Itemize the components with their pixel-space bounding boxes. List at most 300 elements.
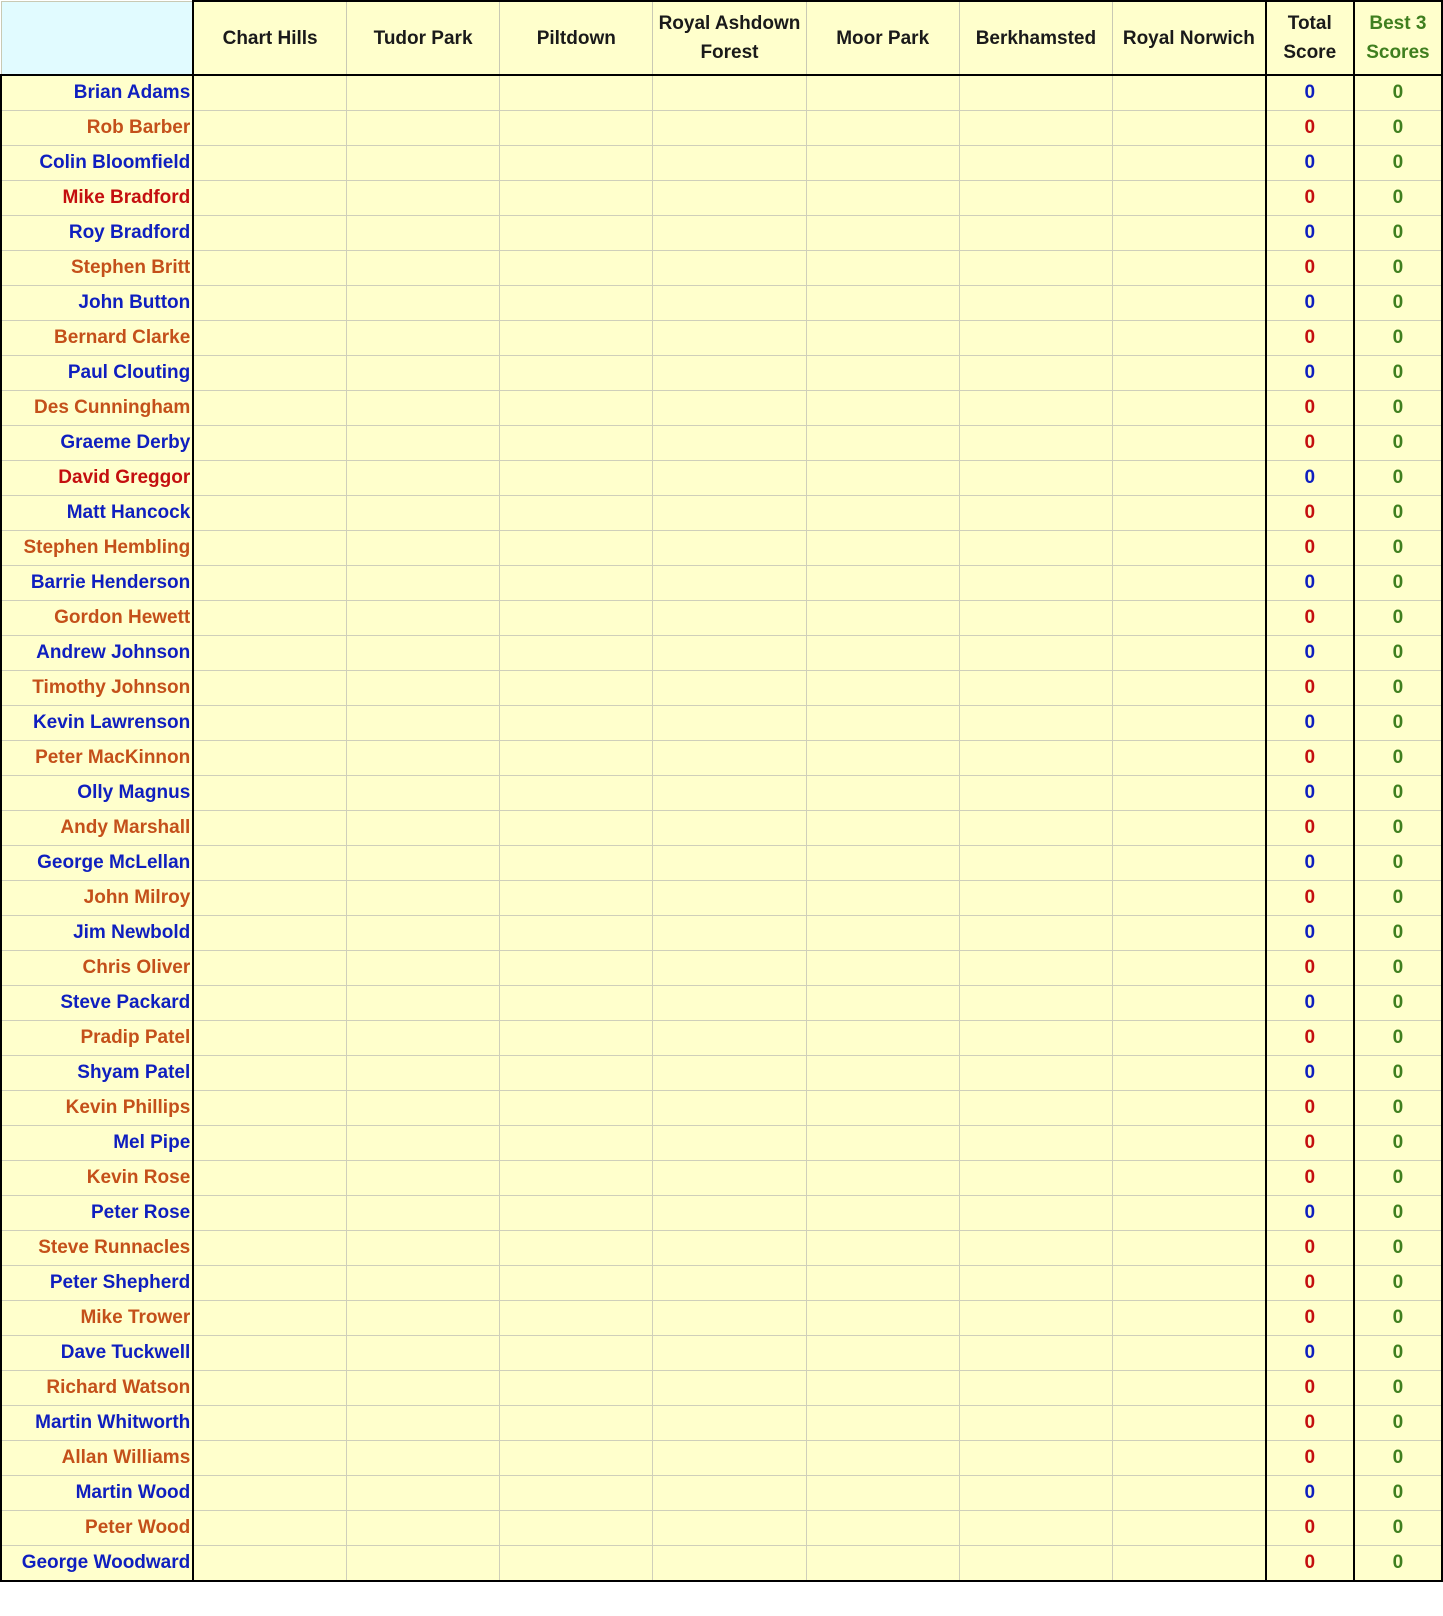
score-cell[interactable] xyxy=(959,986,1112,1021)
score-cell[interactable] xyxy=(653,636,806,671)
best-3-scores-cell[interactable]: 0 xyxy=(1354,811,1442,846)
player-name-cell[interactable]: Dave Tuckwell xyxy=(1,1336,193,1371)
score-cell[interactable] xyxy=(500,391,653,426)
score-cell[interactable] xyxy=(1112,1406,1265,1441)
best-3-scores-cell[interactable]: 0 xyxy=(1354,1371,1442,1406)
player-name-cell[interactable]: George McLellan xyxy=(1,846,193,881)
score-cell[interactable] xyxy=(653,461,806,496)
score-cell[interactable] xyxy=(193,986,346,1021)
player-name-cell[interactable]: Colin Bloomfield xyxy=(1,146,193,181)
score-cell[interactable] xyxy=(193,1161,346,1196)
score-cell[interactable] xyxy=(806,601,959,636)
score-cell[interactable] xyxy=(193,1476,346,1511)
score-cell[interactable] xyxy=(1112,1266,1265,1301)
score-cell[interactable] xyxy=(193,811,346,846)
total-score-cell[interactable]: 0 xyxy=(1266,111,1354,146)
score-cell[interactable] xyxy=(653,426,806,461)
total-score-cell[interactable]: 0 xyxy=(1266,566,1354,601)
player-name-cell[interactable]: Kevin Rose xyxy=(1,1161,193,1196)
score-cell[interactable] xyxy=(500,1056,653,1091)
score-cell[interactable] xyxy=(500,776,653,811)
score-cell[interactable] xyxy=(1112,1056,1265,1091)
player-name-cell[interactable]: Allan Williams xyxy=(1,1441,193,1476)
score-cell[interactable] xyxy=(193,146,346,181)
player-name-cell[interactable]: Des Cunningham xyxy=(1,391,193,426)
score-cell[interactable] xyxy=(500,1301,653,1336)
score-cell[interactable] xyxy=(653,146,806,181)
player-name-cell[interactable]: Steve Runnacles xyxy=(1,1231,193,1266)
best-3-scores-cell[interactable]: 0 xyxy=(1354,881,1442,916)
score-cell[interactable] xyxy=(806,951,959,986)
score-cell[interactable] xyxy=(653,986,806,1021)
player-name-cell[interactable]: Mike Bradford xyxy=(1,181,193,216)
score-cell[interactable] xyxy=(653,216,806,251)
score-cell[interactable] xyxy=(806,1021,959,1056)
best-3-scores-cell[interactable]: 0 xyxy=(1354,75,1442,111)
best-3-scores-cell[interactable]: 0 xyxy=(1354,1161,1442,1196)
score-cell[interactable] xyxy=(653,1336,806,1371)
score-cell[interactable] xyxy=(1112,811,1265,846)
score-cell[interactable] xyxy=(653,181,806,216)
score-cell[interactable] xyxy=(653,1021,806,1056)
score-cell[interactable] xyxy=(500,1021,653,1056)
score-cell[interactable] xyxy=(346,1126,499,1161)
score-cell[interactable] xyxy=(806,706,959,741)
score-cell[interactable] xyxy=(653,496,806,531)
score-cell[interactable] xyxy=(346,1301,499,1336)
total-score-cell[interactable]: 0 xyxy=(1266,881,1354,916)
score-cell[interactable] xyxy=(806,1441,959,1476)
score-cell[interactable] xyxy=(1112,1091,1265,1126)
player-name-cell[interactable]: Mike Trower xyxy=(1,1301,193,1336)
score-cell[interactable] xyxy=(959,1301,1112,1336)
score-cell[interactable] xyxy=(1112,916,1265,951)
player-name-cell[interactable]: Richard Watson xyxy=(1,1371,193,1406)
total-score-cell[interactable]: 0 xyxy=(1266,1126,1354,1161)
course-header[interactable]: Chart Hills xyxy=(193,1,346,75)
score-cell[interactable] xyxy=(500,916,653,951)
score-cell[interactable] xyxy=(500,636,653,671)
score-cell[interactable] xyxy=(346,776,499,811)
total-score-cell[interactable]: 0 xyxy=(1266,601,1354,636)
score-cell[interactable] xyxy=(193,75,346,111)
score-cell[interactable] xyxy=(1112,776,1265,811)
score-cell[interactable] xyxy=(346,1546,499,1582)
player-name-cell[interactable]: Pradip Patel xyxy=(1,1021,193,1056)
best-3-scores-cell[interactable]: 0 xyxy=(1354,706,1442,741)
score-cell[interactable] xyxy=(193,356,346,391)
best-3-scores-cell[interactable]: 0 xyxy=(1354,391,1442,426)
best-3-scores-cell[interactable]: 0 xyxy=(1354,1056,1442,1091)
score-cell[interactable] xyxy=(806,566,959,601)
score-cell[interactable] xyxy=(806,1231,959,1266)
score-cell[interactable] xyxy=(500,1196,653,1231)
score-cell[interactable] xyxy=(1112,951,1265,986)
score-cell[interactable] xyxy=(959,776,1112,811)
player-name-cell[interactable]: Chris Oliver xyxy=(1,951,193,986)
score-cell[interactable] xyxy=(806,846,959,881)
score-cell[interactable] xyxy=(346,146,499,181)
score-cell[interactable] xyxy=(959,181,1112,216)
score-cell[interactable] xyxy=(346,216,499,251)
score-cell[interactable] xyxy=(193,1406,346,1441)
score-cell[interactable] xyxy=(193,601,346,636)
score-cell[interactable] xyxy=(500,846,653,881)
best-3-scores-cell[interactable]: 0 xyxy=(1354,1546,1442,1582)
score-cell[interactable] xyxy=(193,321,346,356)
score-cell[interactable] xyxy=(653,1161,806,1196)
score-cell[interactable] xyxy=(193,776,346,811)
score-cell[interactable] xyxy=(1112,356,1265,391)
best-3-scores-cell[interactable]: 0 xyxy=(1354,286,1442,321)
score-cell[interactable] xyxy=(1112,181,1265,216)
course-header[interactable]: Royal Norwich xyxy=(1112,1,1265,75)
score-cell[interactable] xyxy=(500,1546,653,1582)
score-cell[interactable] xyxy=(653,531,806,566)
score-cell[interactable] xyxy=(959,1266,1112,1301)
score-cell[interactable] xyxy=(500,1476,653,1511)
score-cell[interactable] xyxy=(653,1371,806,1406)
score-cell[interactable] xyxy=(806,1091,959,1126)
score-cell[interactable] xyxy=(193,1371,346,1406)
score-cell[interactable] xyxy=(806,636,959,671)
score-cell[interactable] xyxy=(500,146,653,181)
player-name-cell[interactable]: Kevin Lawrenson xyxy=(1,706,193,741)
score-cell[interactable] xyxy=(500,461,653,496)
score-cell[interactable] xyxy=(1112,426,1265,461)
score-cell[interactable] xyxy=(959,321,1112,356)
total-score-cell[interactable]: 0 xyxy=(1266,951,1354,986)
best-3-scores-cell[interactable]: 0 xyxy=(1354,601,1442,636)
total-score-cell[interactable]: 0 xyxy=(1266,391,1354,426)
player-name-cell[interactable]: Andrew Johnson xyxy=(1,636,193,671)
score-cell[interactable] xyxy=(346,496,499,531)
best-3-scores-cell[interactable]: 0 xyxy=(1354,251,1442,286)
score-cell[interactable] xyxy=(500,566,653,601)
score-cell[interactable] xyxy=(806,916,959,951)
total-score-cell[interactable]: 0 xyxy=(1266,426,1354,461)
player-name-cell[interactable]: Andy Marshall xyxy=(1,811,193,846)
score-cell[interactable] xyxy=(346,951,499,986)
player-name-cell[interactable]: Barrie Henderson xyxy=(1,566,193,601)
total-score-cell[interactable]: 0 xyxy=(1266,321,1354,356)
score-cell[interactable] xyxy=(346,811,499,846)
score-cell[interactable] xyxy=(346,1196,499,1231)
score-cell[interactable] xyxy=(653,706,806,741)
score-cell[interactable] xyxy=(806,111,959,146)
score-cell[interactable] xyxy=(193,706,346,741)
score-cell[interactable] xyxy=(959,811,1112,846)
score-cell[interactable] xyxy=(1112,1196,1265,1231)
best-3-scores-cell[interactable]: 0 xyxy=(1354,846,1442,881)
score-cell[interactable] xyxy=(346,531,499,566)
score-cell[interactable] xyxy=(193,496,346,531)
best-3-scores-cell[interactable]: 0 xyxy=(1354,1301,1442,1336)
score-cell[interactable] xyxy=(959,1441,1112,1476)
score-cell[interactable] xyxy=(806,426,959,461)
score-cell[interactable] xyxy=(193,846,346,881)
best-3-scores-cell[interactable]: 0 xyxy=(1354,181,1442,216)
best-3-scores-cell[interactable]: 0 xyxy=(1354,1336,1442,1371)
score-cell[interactable] xyxy=(193,1056,346,1091)
score-cell[interactable] xyxy=(346,461,499,496)
score-cell[interactable] xyxy=(1112,531,1265,566)
score-cell[interactable] xyxy=(959,496,1112,531)
best-3-scores-cell[interactable]: 0 xyxy=(1354,111,1442,146)
score-cell[interactable] xyxy=(500,216,653,251)
score-cell[interactable] xyxy=(806,75,959,111)
score-cell[interactable] xyxy=(653,951,806,986)
score-cell[interactable] xyxy=(959,706,1112,741)
score-cell[interactable] xyxy=(1112,321,1265,356)
score-cell[interactable] xyxy=(1112,986,1265,1021)
score-cell[interactable] xyxy=(500,1441,653,1476)
player-name-cell[interactable]: Peter Shepherd xyxy=(1,1266,193,1301)
player-name-cell[interactable]: George Woodward xyxy=(1,1546,193,1582)
total-score-cell[interactable]: 0 xyxy=(1266,706,1354,741)
total-score-cell[interactable]: 0 xyxy=(1266,181,1354,216)
score-cell[interactable] xyxy=(500,1161,653,1196)
score-cell[interactable] xyxy=(959,916,1112,951)
score-cell[interactable] xyxy=(653,1126,806,1161)
score-cell[interactable] xyxy=(346,601,499,636)
score-cell[interactable] xyxy=(959,461,1112,496)
best-3-scores-cell[interactable]: 0 xyxy=(1354,146,1442,181)
total-score-cell[interactable]: 0 xyxy=(1266,461,1354,496)
score-cell[interactable] xyxy=(193,1266,346,1301)
score-cell[interactable] xyxy=(959,1126,1112,1161)
score-cell[interactable] xyxy=(806,986,959,1021)
score-cell[interactable] xyxy=(806,741,959,776)
total-score-cell[interactable]: 0 xyxy=(1266,776,1354,811)
score-cell[interactable] xyxy=(500,671,653,706)
score-cell[interactable] xyxy=(346,706,499,741)
score-cell[interactable] xyxy=(193,1196,346,1231)
course-header[interactable]: Moor Park xyxy=(806,1,959,75)
score-cell[interactable] xyxy=(959,636,1112,671)
score-cell[interactable] xyxy=(1112,216,1265,251)
score-cell[interactable] xyxy=(1112,881,1265,916)
score-cell[interactable] xyxy=(959,951,1112,986)
score-cell[interactable] xyxy=(806,1336,959,1371)
score-cell[interactable] xyxy=(1112,1371,1265,1406)
score-cell[interactable] xyxy=(806,146,959,181)
player-name-cell[interactable]: Shyam Patel xyxy=(1,1056,193,1091)
score-cell[interactable] xyxy=(346,1406,499,1441)
player-name-cell[interactable]: Jim Newbold xyxy=(1,916,193,951)
best-3-scores-cell[interactable]: 0 xyxy=(1354,1021,1442,1056)
score-cell[interactable] xyxy=(653,1266,806,1301)
score-cell[interactable] xyxy=(653,1511,806,1546)
score-cell[interactable] xyxy=(653,671,806,706)
score-cell[interactable] xyxy=(193,881,346,916)
score-cell[interactable] xyxy=(500,356,653,391)
best-3-scores-cell[interactable]: 0 xyxy=(1354,671,1442,706)
score-cell[interactable] xyxy=(806,321,959,356)
score-cell[interactable] xyxy=(959,146,1112,181)
score-cell[interactable] xyxy=(193,1336,346,1371)
score-cell[interactable] xyxy=(346,846,499,881)
total-score-cell[interactable]: 0 xyxy=(1266,1546,1354,1582)
score-cell[interactable] xyxy=(1112,391,1265,426)
total-score-cell[interactable]: 0 xyxy=(1266,916,1354,951)
score-cell[interactable] xyxy=(959,216,1112,251)
player-name-cell[interactable]: Olly Magnus xyxy=(1,776,193,811)
score-cell[interactable] xyxy=(193,391,346,426)
total-score-cell[interactable]: 0 xyxy=(1266,1161,1354,1196)
score-cell[interactable] xyxy=(653,1441,806,1476)
best-3-scores-cell[interactable]: 0 xyxy=(1354,1511,1442,1546)
total-score-cell[interactable]: 0 xyxy=(1266,1406,1354,1441)
player-name-cell[interactable]: Graeme Derby xyxy=(1,426,193,461)
total-score-cell[interactable]: 0 xyxy=(1266,636,1354,671)
score-cell[interactable] xyxy=(959,1196,1112,1231)
best-3-scores-cell[interactable]: 0 xyxy=(1354,1441,1442,1476)
score-cell[interactable] xyxy=(806,216,959,251)
score-cell[interactable] xyxy=(1112,1126,1265,1161)
score-cell[interactable] xyxy=(653,811,806,846)
score-cell[interactable] xyxy=(346,1336,499,1371)
total-score-cell[interactable]: 0 xyxy=(1266,811,1354,846)
score-cell[interactable] xyxy=(346,1021,499,1056)
player-name-cell[interactable]: Steve Packard xyxy=(1,986,193,1021)
score-cell[interactable] xyxy=(959,1091,1112,1126)
score-cell[interactable] xyxy=(653,1056,806,1091)
score-cell[interactable] xyxy=(806,1476,959,1511)
score-cell[interactable] xyxy=(500,111,653,146)
score-cell[interactable] xyxy=(1112,846,1265,881)
best-3-scores-cell[interactable]: 0 xyxy=(1354,531,1442,566)
score-cell[interactable] xyxy=(500,1126,653,1161)
score-cell[interactable] xyxy=(346,881,499,916)
score-cell[interactable] xyxy=(346,251,499,286)
score-cell[interactable] xyxy=(1112,1476,1265,1511)
score-cell[interactable] xyxy=(346,1476,499,1511)
score-cell[interactable] xyxy=(806,1546,959,1582)
score-cell[interactable] xyxy=(193,531,346,566)
score-cell[interactable] xyxy=(959,1406,1112,1441)
score-cell[interactable] xyxy=(1112,636,1265,671)
score-cell[interactable] xyxy=(1112,111,1265,146)
score-cell[interactable] xyxy=(1112,1511,1265,1546)
score-cell[interactable] xyxy=(959,601,1112,636)
score-cell[interactable] xyxy=(959,741,1112,776)
score-cell[interactable] xyxy=(500,426,653,461)
score-cell[interactable] xyxy=(1112,1021,1265,1056)
best-3-scores-cell[interactable]: 0 xyxy=(1354,951,1442,986)
best-3-scores-cell[interactable]: 0 xyxy=(1354,1126,1442,1161)
score-cell[interactable] xyxy=(653,356,806,391)
course-header[interactable]: Piltdown xyxy=(500,1,653,75)
player-name-cell[interactable]: Bernard Clarke xyxy=(1,321,193,356)
score-cell[interactable] xyxy=(346,181,499,216)
score-cell[interactable] xyxy=(653,776,806,811)
score-cell[interactable] xyxy=(500,496,653,531)
score-cell[interactable] xyxy=(959,881,1112,916)
score-cell[interactable] xyxy=(193,1091,346,1126)
course-header[interactable]: Royal Ashdown Forest xyxy=(653,1,806,75)
score-cell[interactable] xyxy=(959,1231,1112,1266)
score-cell[interactable] xyxy=(500,531,653,566)
score-cell[interactable] xyxy=(500,321,653,356)
score-cell[interactable] xyxy=(1112,496,1265,531)
score-cell[interactable] xyxy=(653,251,806,286)
score-cell[interactable] xyxy=(806,1056,959,1091)
score-cell[interactable] xyxy=(959,111,1112,146)
total-score-header[interactable]: Total Score xyxy=(1266,1,1354,75)
best-3-scores-cell[interactable]: 0 xyxy=(1354,1231,1442,1266)
total-score-cell[interactable]: 0 xyxy=(1266,671,1354,706)
player-name-cell[interactable]: Roy Bradford xyxy=(1,216,193,251)
total-score-cell[interactable]: 0 xyxy=(1266,741,1354,776)
total-score-cell[interactable]: 0 xyxy=(1266,846,1354,881)
score-cell[interactable] xyxy=(959,1476,1112,1511)
best-3-scores-cell[interactable]: 0 xyxy=(1354,321,1442,356)
score-cell[interactable] xyxy=(1112,741,1265,776)
score-cell[interactable] xyxy=(959,671,1112,706)
player-name-cell[interactable]: Stephen Hembling xyxy=(1,531,193,566)
best-3-scores-cell[interactable]: 0 xyxy=(1354,356,1442,391)
score-cell[interactable] xyxy=(1112,706,1265,741)
player-name-cell[interactable]: John Button xyxy=(1,286,193,321)
score-cell[interactable] xyxy=(1112,1336,1265,1371)
total-score-cell[interactable]: 0 xyxy=(1266,146,1354,181)
score-cell[interactable] xyxy=(346,356,499,391)
player-name-cell[interactable]: Peter MacKinnon xyxy=(1,741,193,776)
player-name-cell[interactable]: Martin Whitworth xyxy=(1,1406,193,1441)
player-name-cell[interactable]: Martin Wood xyxy=(1,1476,193,1511)
score-cell[interactable] xyxy=(1112,671,1265,706)
score-cell[interactable] xyxy=(1112,566,1265,601)
score-cell[interactable] xyxy=(806,391,959,426)
score-cell[interactable] xyxy=(653,111,806,146)
best-3-scores-cell[interactable]: 0 xyxy=(1354,496,1442,531)
score-cell[interactable] xyxy=(806,1511,959,1546)
score-cell[interactable] xyxy=(346,1441,499,1476)
score-cell[interactable] xyxy=(193,181,346,216)
score-cell[interactable] xyxy=(653,286,806,321)
course-header[interactable]: Berkhamsted xyxy=(959,1,1112,75)
score-cell[interactable] xyxy=(1112,75,1265,111)
score-cell[interactable] xyxy=(1112,1231,1265,1266)
score-cell[interactable] xyxy=(806,1161,959,1196)
score-cell[interactable] xyxy=(959,846,1112,881)
score-cell[interactable] xyxy=(346,391,499,426)
score-cell[interactable] xyxy=(806,776,959,811)
total-score-cell[interactable]: 0 xyxy=(1266,986,1354,1021)
score-cell[interactable] xyxy=(500,811,653,846)
score-cell[interactable] xyxy=(346,1091,499,1126)
score-cell[interactable] xyxy=(500,706,653,741)
total-score-cell[interactable]: 0 xyxy=(1266,496,1354,531)
score-cell[interactable] xyxy=(806,496,959,531)
score-cell[interactable] xyxy=(806,1406,959,1441)
score-cell[interactable] xyxy=(653,916,806,951)
score-cell[interactable] xyxy=(959,391,1112,426)
total-score-cell[interactable]: 0 xyxy=(1266,216,1354,251)
score-cell[interactable] xyxy=(346,741,499,776)
player-name-cell[interactable]: Peter Wood xyxy=(1,1511,193,1546)
total-score-cell[interactable]: 0 xyxy=(1266,1441,1354,1476)
score-cell[interactable] xyxy=(806,531,959,566)
player-name-cell[interactable]: Kevin Phillips xyxy=(1,1091,193,1126)
score-cell[interactable] xyxy=(346,1161,499,1196)
best-3-scores-header[interactable]: Best 3 Scores xyxy=(1354,1,1442,75)
player-name-cell[interactable]: Mel Pipe xyxy=(1,1126,193,1161)
score-cell[interactable] xyxy=(806,181,959,216)
total-score-cell[interactable]: 0 xyxy=(1266,286,1354,321)
score-cell[interactable] xyxy=(500,986,653,1021)
